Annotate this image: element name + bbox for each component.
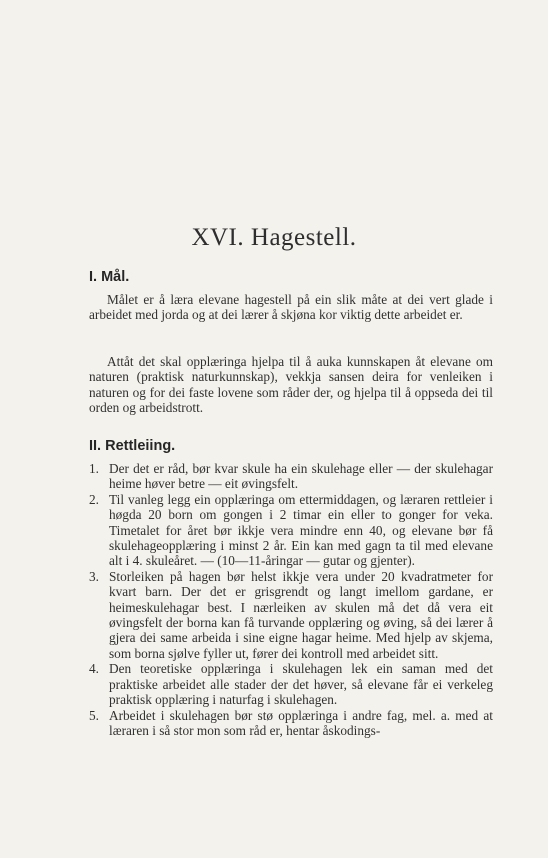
- list-item: [89, 569, 493, 661]
- section-heading-rettleiing: II. Rettleiing.: [89, 438, 176, 454]
- list-item-number: 1.: [89, 461, 99, 476]
- list-item-text: Arbeidet i skulehagen bør stø opplæringa i andre fag, mel. a. med at læraren i så stor mon som råd er, hentar åskodings-: [109, 707, 493, 738]
- list-item-number: 5.: [89, 707, 99, 723]
- chapter-title: XVI. Hagestell.: [191, 224, 357, 251]
- list-item: [89, 492, 493, 569]
- guidance-list: [89, 461, 493, 738]
- list-item: [89, 661, 493, 707]
- list-item: [89, 461, 493, 492]
- list-item-text: Storleiken på hagen bør helst ikkje vera under 20 kvadratmeter for kvart barn. Der det er grisgrendt og langt imellom gardane, er heimeskulehagar best. I nærleiken av skulen må det då vera eit øvingsfelt der borna kan få turvande opplæring og øving, så dei lærer å gjera dei same arbeida i sine eigne hagar heime. Med hjelp av skjema, som borna sjølve fyller ut, fører dei kontroll med arbeidet sitt.: [109, 568, 493, 661]
- list-item-number: 4.: [89, 661, 99, 677]
- list-item-number: 3.: [89, 568, 99, 584]
- list-item-number: 2.: [89, 491, 99, 507]
- list-item: [89, 708, 493, 739]
- list-item-text: Der det er råd, bør kvar skule ha ein skulehage eller — der skulehagar heime høver betre — eit øvingsfelt.: [109, 461, 493, 492]
- list-item-text: Den teoretiske opplæringa i skulehagen lek ein saman med det praktiske arbeidet alle stader der det høver, så elevane får ei verkeleg praktisk opplæring i naturfag i skulehagen.: [109, 661, 493, 708]
- list-item-text: Til vanleg legg ein opplæringa om ettermiddagen, og læraren rettleier i høgda 20 born om gongen i 2 timar ein eller to gonger for veka. Timetalet for året bør ikkje vera mindre enn 40, og elevane bør få skulehageopplæring i minst 2 år. Ein kan med gagn ta til med elevane alt i 4. skuleåret. — (10—11-åringar — gutar og gjenter).: [109, 491, 493, 569]
- section-heading-maal: I. Mål.: [89, 269, 130, 285]
- paragraph-maal-2: Attåt det skal opplæringa hjelpa til å auka kunnskapen åt elevane om naturen (praktisk naturkunnskap), vekkja sansen deira for venleiken i naturen og for dei faste lovene som råder der, og hjelpa til å oppseda dei til orden og arbeidstrott.: [89, 354, 493, 416]
- paragraph-maal-1: Målet er å læra elevane hagestell på ein slik måte at dei vert glade i arbeidet med jorda og at dei lærer å skjøna kor viktig dette arbeidet er.: [89, 292, 493, 323]
